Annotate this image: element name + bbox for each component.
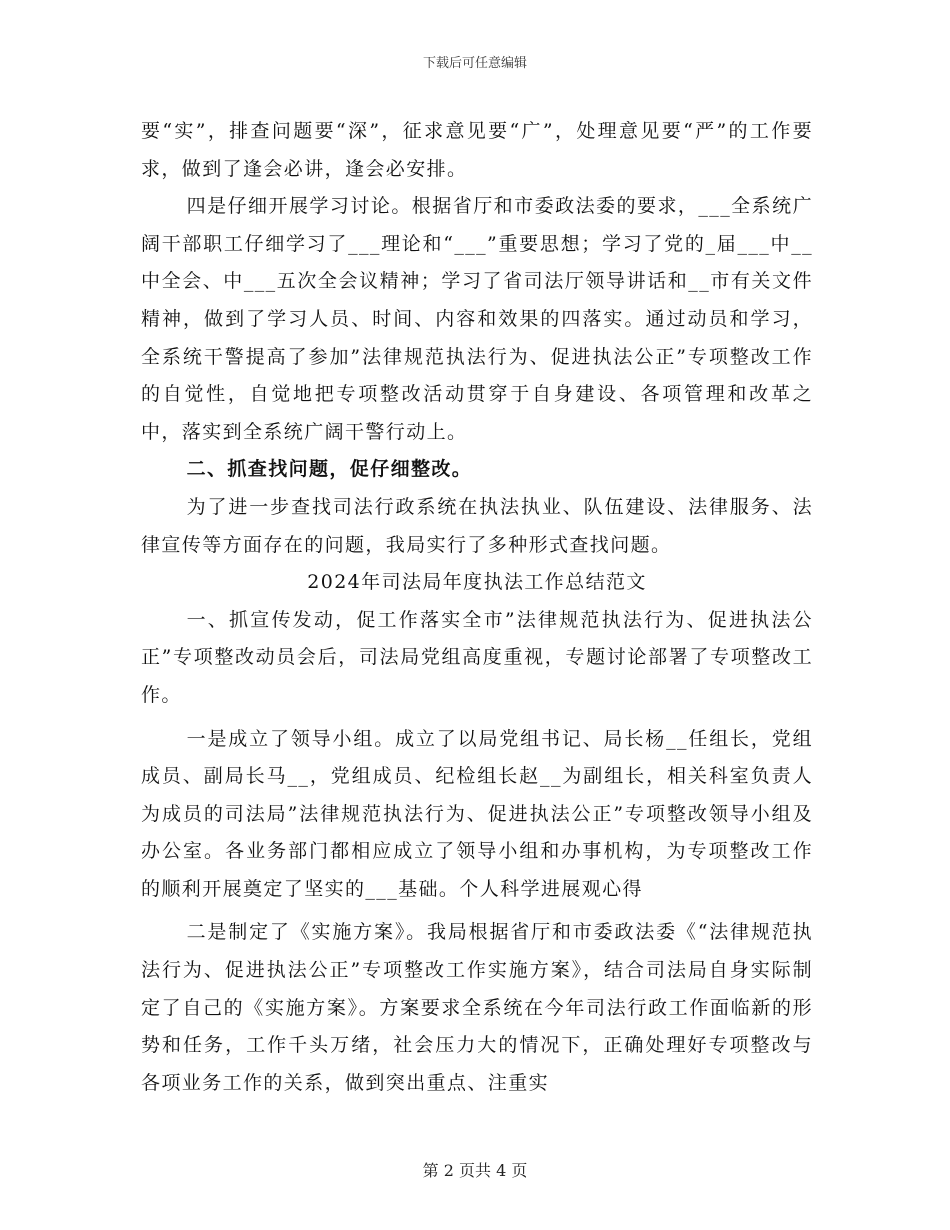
page-header: 下载后可任意编辑 — [422, 56, 527, 71]
section-heading-2: 二、抓查找问题，促仔细整改。 — [186, 458, 473, 481]
page-footer: 第 2 页共 4 页 — [422, 1161, 528, 1180]
paragraph-continuation: 要“实”，排查问题要“深”，征求意见要“广”，处理意见要“严”的工作要求，做到了逢会必讲，逢会必安排。 — [141, 120, 813, 180]
document-body — [141, 113, 813, 1102]
document-title: 2024年司法局年度执法工作总结范文 — [307, 571, 647, 594]
paragraph-find-problems: 为了进一步查找司法行政系统在执法执业、队伍建设、法律服务、法律宣传等方面存在的问题，我局实行了多种形式查找问题。 — [141, 495, 813, 556]
paragraph-study-discussion: 四是仔细开展学习讨论。根据省厅和市委政法委的要求，___全系统广阔干部职工仔细学习了___理论和“___”重要思想；学习了党的_届___中__中全会、中___五次全会议精神；学习了省司法厅领导讲话和__市有关文件精神，做到了学习人员、时间、内容和效果的四落实。通过动员和学习，全系统干警提高了参加”法律规范执法行为、促进执法公正”专项整改工作的自觉性，自觉地把专项整改活动贯穿于自身建设、各项管理和改革之中，落实到全系统广阔干警行动上。 — [141, 195, 813, 443]
paragraph-implementation-plan: 二是制定了《实施方案》。我局根据省厅和市委政法委《“法律规范执法行为、促进执法公正”专项整改工作实施方案》，结合司法局自身实际制定了自己的《实施方案》。方案要求全系统在今年司法行政工作面临新的形势和任务，工作千头万绪，社会压力大的情况下，正确处理好专项整改与各项业务工作的关系，做到突出重点、注重实 — [141, 921, 813, 1094]
paragraph-publicity: 一、抓宣传发动，促工作落实全市”法律规范执法行为、促进执法公正”专项整改动员会后，司法局党组高度重视，专题讨论部署了专项整改工作。 — [141, 608, 813, 706]
paragraph-leading-group: 一是成立了领导小组。成立了以局党组书记、局长杨__任组长，党组成员、副局长马__，党组成员、纪检组长赵__为副组长，相关科室负责人为成员的司法局”法律规范执法行为、促进执法公正”专项整改领导小组及办公室。各业务部门都相应成立了领导小组和办事机构，为专项整改工作的顺利开展奠定了坚实的___基础。个人科学进展观心得 — [141, 727, 813, 900]
